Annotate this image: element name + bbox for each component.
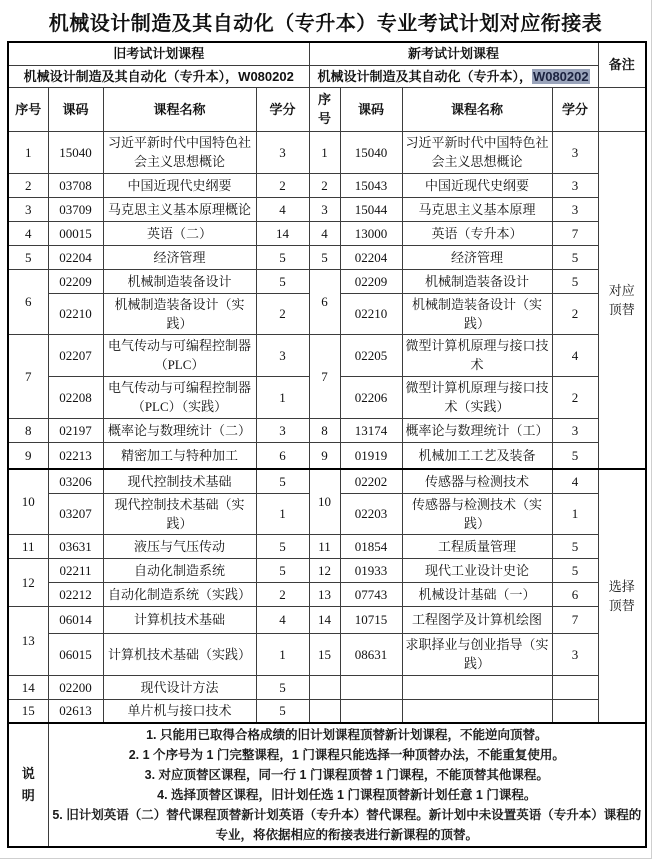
course-name-cell: 现代设计方法 bbox=[103, 675, 256, 699]
course-name-cell: 液压与气压传动 bbox=[103, 534, 256, 558]
num-cell: 2 bbox=[256, 582, 309, 606]
course-name-cell: 微型计算机原理与接口技术（实践） bbox=[402, 376, 552, 418]
num-cell: 1 bbox=[256, 493, 309, 534]
course-name-cell: 传感器与检测技术（实践） bbox=[402, 493, 552, 534]
course-name-cell bbox=[402, 675, 552, 699]
course-name-cell: 电气传动与可编程控制器（PLC） bbox=[103, 334, 256, 376]
course-name-cell: 经济管理 bbox=[402, 245, 552, 269]
num-cell: 02208 bbox=[48, 376, 103, 418]
course-name-cell: 现代控制技术基础 bbox=[103, 469, 256, 493]
col-header-old-credit: 学分 bbox=[256, 87, 309, 131]
course-name-cell: 自动化制造系统 bbox=[103, 558, 256, 582]
num-cell: 6 bbox=[256, 442, 309, 469]
num-cell: 5 bbox=[256, 558, 309, 582]
num-cell: 03207 bbox=[48, 493, 103, 534]
num-cell: 2 bbox=[309, 173, 340, 197]
num-cell: 03708 bbox=[48, 173, 103, 197]
num-cell: 06014 bbox=[48, 606, 103, 633]
num-cell: 11 bbox=[8, 534, 48, 558]
num-cell: 7 bbox=[552, 221, 598, 245]
col-header-old-name: 课程名称 bbox=[103, 87, 256, 131]
num-cell: 2 bbox=[8, 173, 48, 197]
page-title: 机械设计制造及其自动化（专升本）专业考试计划对应衔接表 bbox=[48, 13, 603, 35]
table-row bbox=[8, 534, 646, 558]
num-cell: 02197 bbox=[48, 418, 103, 442]
num-cell: 15040 bbox=[48, 131, 103, 173]
num-cell: 6 bbox=[8, 269, 48, 334]
remark-text: 选择顶替 bbox=[608, 579, 635, 613]
remark-choose-cell bbox=[598, 469, 646, 723]
num-cell: 01854 bbox=[340, 534, 402, 558]
num-cell: 3 bbox=[8, 197, 48, 221]
num-cell: 2 bbox=[552, 293, 598, 334]
num-cell: 5 bbox=[8, 245, 48, 269]
course-name-cell: 微型计算机原理与接口技术 bbox=[402, 334, 552, 376]
course-name-cell: 概率论与数理统计（二） bbox=[103, 418, 256, 442]
table-row bbox=[8, 221, 646, 245]
table-row bbox=[8, 269, 646, 293]
table-row bbox=[8, 469, 646, 493]
table-row bbox=[8, 173, 646, 197]
num-cell: 5 bbox=[552, 269, 598, 293]
note-line: 1. 只能用已取得合格成绩的旧计划课程顶替新计划课程，不能逆向顶替。 bbox=[146, 728, 548, 742]
num-cell: 5 bbox=[256, 699, 309, 723]
num-cell: 5 bbox=[256, 269, 309, 293]
num-cell: 9 bbox=[8, 442, 48, 469]
new-major-title bbox=[309, 65, 598, 87]
course-name-cell: 单片机与接口技术 bbox=[103, 699, 256, 723]
selected-text-highlight: W080202 bbox=[532, 68, 589, 84]
course-name-cell: 习近平新时代中国特色社会主义思想概论 bbox=[402, 131, 552, 173]
num-cell: 4 bbox=[8, 221, 48, 245]
col-header-new-name: 课程名称 bbox=[402, 87, 552, 131]
table-row bbox=[8, 606, 646, 633]
num-cell: 10 bbox=[8, 469, 48, 534]
notes-label-cell bbox=[8, 723, 48, 847]
table-row bbox=[8, 442, 646, 469]
num-cell: 4 bbox=[309, 221, 340, 245]
num-cell: 01933 bbox=[340, 558, 402, 582]
course-name-cell: 精密加工与特种加工 bbox=[103, 442, 256, 469]
num-cell: 2 bbox=[552, 376, 598, 418]
num-cell: 15043 bbox=[340, 173, 402, 197]
course-table-body bbox=[8, 131, 646, 723]
num-cell: 02210 bbox=[48, 293, 103, 334]
num-cell: 1 bbox=[552, 493, 598, 534]
course-name-cell: 马克思主义基本原理 bbox=[402, 197, 552, 221]
course-name-cell: 计算机技术基础（实践） bbox=[103, 633, 256, 675]
table-row bbox=[8, 699, 646, 723]
num-cell: 4 bbox=[552, 334, 598, 376]
old-major-title: 机械设计制造及其自动化（专升本），W080202 bbox=[8, 65, 309, 87]
course-name-cell: 概率论与数理统计（工） bbox=[402, 418, 552, 442]
num-cell: 14 bbox=[8, 675, 48, 699]
course-name-cell: 工程图学及计算机绘图 bbox=[402, 606, 552, 633]
num-cell: 5 bbox=[256, 469, 309, 493]
num-cell: 5 bbox=[256, 534, 309, 558]
num-cell: 00015 bbox=[48, 221, 103, 245]
num-cell: 02202 bbox=[340, 469, 402, 493]
num-cell: 13 bbox=[309, 582, 340, 606]
table-row bbox=[8, 87, 646, 131]
remark-text: 对应顶替 bbox=[608, 282, 635, 317]
note-line: 4. 选择顶替区课程，旧计划任选 1 门课程顶替新计划任意 1 门课程。 bbox=[157, 788, 537, 802]
table-row bbox=[8, 131, 646, 173]
course-name-cell: 英语（专升本） bbox=[402, 221, 552, 245]
num-cell: 7 bbox=[309, 334, 340, 418]
num-cell: 15 bbox=[8, 699, 48, 723]
num-cell: 3 bbox=[256, 418, 309, 442]
num-cell: 02213 bbox=[48, 442, 103, 469]
num-cell: 02203 bbox=[340, 493, 402, 534]
notes-label: 说明 bbox=[21, 766, 35, 803]
notes-body-cell bbox=[48, 723, 646, 847]
num-cell: 4 bbox=[552, 469, 598, 493]
num-cell: 02210 bbox=[340, 293, 402, 334]
table-row bbox=[8, 334, 646, 376]
num-cell: 3 bbox=[552, 197, 598, 221]
num-cell: 2 bbox=[256, 173, 309, 197]
course-name-cell: 计算机技术基础 bbox=[103, 606, 256, 633]
num-cell: 12 bbox=[309, 558, 340, 582]
empty-cell bbox=[552, 699, 598, 723]
col-header-new-code: 课码 bbox=[340, 87, 402, 131]
num-cell: 03709 bbox=[48, 197, 103, 221]
course-name-cell: 工程质量管理 bbox=[402, 534, 552, 558]
course-name-cell: 求职择业与创业指导（实践） bbox=[402, 633, 552, 675]
remark-header: 备注 bbox=[598, 42, 646, 87]
num-cell: 6 bbox=[309, 269, 340, 334]
table-row bbox=[8, 582, 646, 606]
num-cell: 01919 bbox=[340, 442, 402, 469]
num-cell: 4 bbox=[256, 606, 309, 633]
num-cell: 15040 bbox=[340, 131, 402, 173]
course-name-cell: 现代工业设计史论 bbox=[402, 558, 552, 582]
course-name-cell: 中国近现代史纲要 bbox=[402, 173, 552, 197]
course-name-cell: 现代控制技术基础（实践） bbox=[103, 493, 256, 534]
num-cell: 5 bbox=[552, 245, 598, 269]
note-line: 3. 对应顶替区课程，同一行 1 门课程顶替 1 门课程，不能顶替其他课程。 bbox=[144, 768, 549, 782]
course-name-cell: 英语（二） bbox=[103, 221, 256, 245]
num-cell: 13000 bbox=[340, 221, 402, 245]
new-plan-header: 新考试计划课程 bbox=[309, 42, 598, 65]
num-cell: 02204 bbox=[48, 245, 103, 269]
num-cell: 02209 bbox=[48, 269, 103, 293]
num-cell: 07743 bbox=[340, 582, 402, 606]
empty-cell bbox=[552, 675, 598, 699]
course-name-cell: 传感器与检测技术 bbox=[402, 469, 552, 493]
num-cell: 02613 bbox=[48, 699, 103, 723]
num-cell: 02204 bbox=[340, 245, 402, 269]
num-cell: 02206 bbox=[340, 376, 402, 418]
num-cell: 3 bbox=[552, 633, 598, 675]
num-cell: 3 bbox=[552, 418, 598, 442]
num-cell: 5 bbox=[552, 534, 598, 558]
num-cell: 13 bbox=[8, 606, 48, 675]
course-name-cell: 机械制造装备设计（实践） bbox=[402, 293, 552, 334]
num-cell: 1 bbox=[256, 376, 309, 418]
num-cell: 02211 bbox=[48, 558, 103, 582]
num-cell: 1 bbox=[256, 633, 309, 675]
course-name-cell: 电气传动与可编程控制器（PLC）（实践） bbox=[103, 376, 256, 418]
table-row bbox=[8, 197, 646, 221]
num-cell: 3 bbox=[256, 131, 309, 173]
note-line: 2. 1 个序号为 1 门完整课程，1 门课程只能选择一种顶替办法，不能重复使用。 bbox=[128, 748, 565, 762]
num-cell: 5 bbox=[256, 675, 309, 699]
old-plan-header: 旧考试计划课程 bbox=[8, 42, 309, 65]
course-name-cell bbox=[402, 699, 552, 723]
num-cell: 3 bbox=[552, 131, 598, 173]
num-cell: 02212 bbox=[48, 582, 103, 606]
num-cell: 9 bbox=[309, 442, 340, 469]
num-cell: 3 bbox=[256, 334, 309, 376]
num-cell: 7 bbox=[8, 334, 48, 418]
num-cell: 5 bbox=[552, 558, 598, 582]
num-cell: 5 bbox=[309, 245, 340, 269]
num-cell: 3 bbox=[309, 197, 340, 221]
table-row bbox=[8, 42, 646, 65]
course-name-cell: 机械制造装备设计（实践） bbox=[103, 293, 256, 334]
num-cell: 3 bbox=[552, 173, 598, 197]
empty-cell bbox=[340, 675, 402, 699]
remark-correspond-cell bbox=[598, 131, 646, 469]
num-cell: 02207 bbox=[48, 334, 103, 376]
table-row bbox=[8, 245, 646, 269]
col-header-old-seq: 序号 bbox=[8, 87, 48, 131]
course-name-cell: 中国近现代史纲要 bbox=[103, 173, 256, 197]
num-cell: 7 bbox=[552, 606, 598, 633]
num-cell: 14 bbox=[309, 606, 340, 633]
num-cell: 15 bbox=[309, 633, 340, 675]
num-cell: 15044 bbox=[340, 197, 402, 221]
num-cell: 11 bbox=[309, 534, 340, 558]
num-cell: 12 bbox=[8, 558, 48, 606]
course-name-cell: 机械设计基础（一） bbox=[402, 582, 552, 606]
num-cell: 5 bbox=[552, 442, 598, 469]
note-line: 5. 旧计划英语（二）替代课程顶替新计划英语（专升本）替代课程。新计划中未设置英语（专升本）课程的专业，将依据相应的衔接表进行新课程的顶替。 bbox=[52, 808, 642, 842]
num-cell: 02200 bbox=[48, 675, 103, 699]
course-correspondence-table bbox=[7, 41, 647, 848]
num-cell: 4 bbox=[256, 197, 309, 221]
num-cell: 03631 bbox=[48, 534, 103, 558]
num-cell: 1 bbox=[8, 131, 48, 173]
course-name-cell: 机械制造装备设计 bbox=[103, 269, 256, 293]
col-header-old-code: 课码 bbox=[48, 87, 103, 131]
num-cell: 14 bbox=[256, 221, 309, 245]
num-cell: 5 bbox=[256, 245, 309, 269]
num-cell: 02205 bbox=[340, 334, 402, 376]
num-cell: 08631 bbox=[340, 633, 402, 675]
table-row bbox=[8, 65, 646, 87]
empty-cell bbox=[309, 675, 340, 699]
num-cell: 03206 bbox=[48, 469, 103, 493]
course-name-cell: 机械制造装备设计 bbox=[402, 269, 552, 293]
table-row bbox=[8, 633, 646, 675]
col-header-new-seq: 序号 bbox=[309, 87, 340, 131]
course-name-cell: 经济管理 bbox=[103, 245, 256, 269]
num-cell: 2 bbox=[256, 293, 309, 334]
course-name-cell: 马克思主义基本原理概论 bbox=[103, 197, 256, 221]
remark-spacer-cell bbox=[598, 87, 646, 131]
num-cell: 1 bbox=[309, 131, 340, 173]
new-major-prefix: 机械设计制造及其自动化（专升本）， bbox=[317, 68, 532, 84]
num-cell: 8 bbox=[8, 418, 48, 442]
course-name-cell: 自动化制造系统（实践） bbox=[103, 582, 256, 606]
course-name-cell: 机械加工工艺及装备 bbox=[402, 442, 552, 469]
empty-cell bbox=[340, 699, 402, 723]
num-cell: 8 bbox=[309, 418, 340, 442]
table-row bbox=[8, 418, 646, 442]
notes-row bbox=[8, 723, 646, 847]
col-header-new-credit: 学分 bbox=[552, 87, 598, 131]
num-cell: 6 bbox=[552, 582, 598, 606]
empty-cell bbox=[309, 699, 340, 723]
num-cell: 10 bbox=[309, 469, 340, 534]
table-row bbox=[8, 675, 646, 699]
table-row bbox=[8, 558, 646, 582]
num-cell: 02209 bbox=[340, 269, 402, 293]
course-name-cell: 习近平新时代中国特色社会主义思想概论 bbox=[103, 131, 256, 173]
num-cell: 06015 bbox=[48, 633, 103, 675]
num-cell: 13174 bbox=[340, 418, 402, 442]
num-cell: 10715 bbox=[340, 606, 402, 633]
